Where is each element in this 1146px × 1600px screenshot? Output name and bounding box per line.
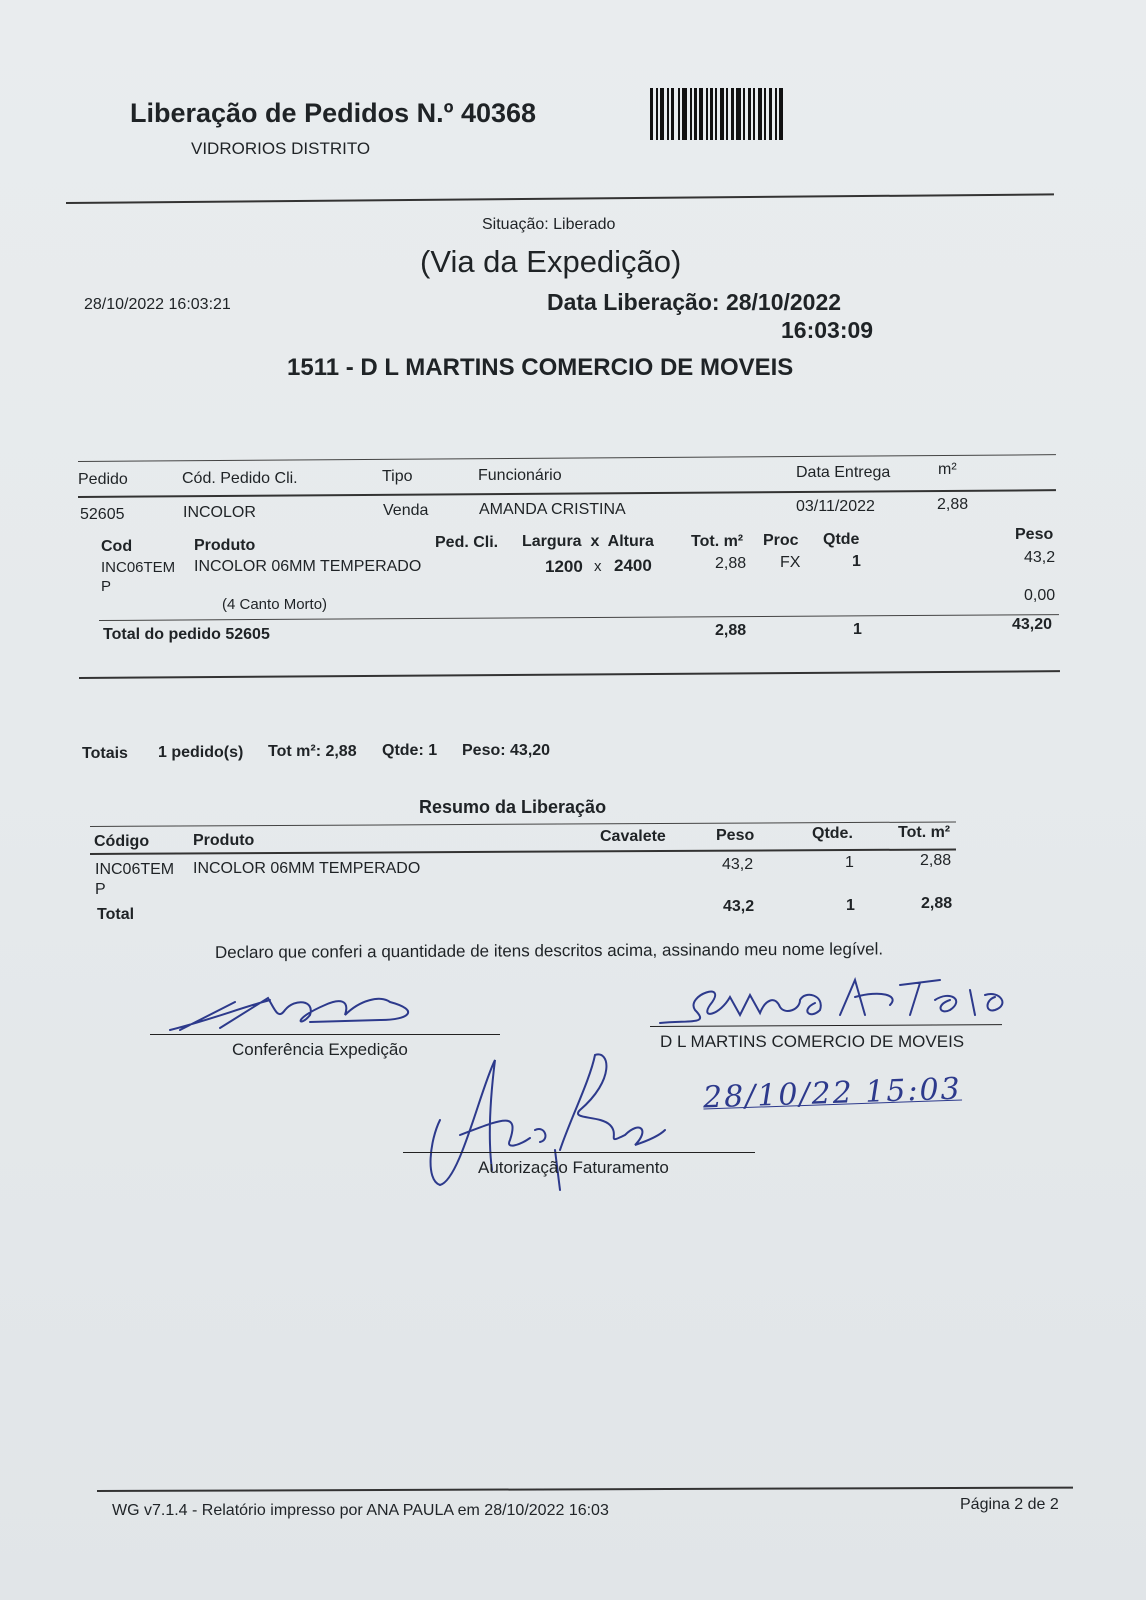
item-col-tot-m2: Tot. m² (691, 533, 744, 550)
handwritten-date: 28/10/22 15:03 (702, 1071, 963, 1116)
resumo-col-qtde: Qtde. (812, 825, 853, 842)
data-liberacao: Data Liberação: 28/10/2022 (547, 289, 842, 315)
cliente-label: D L MARTINS COMERCIO DE MOVEIS (660, 1032, 965, 1051)
item-x: x (594, 558, 602, 575)
data-liberacao-time: 16:03:09 (781, 317, 874, 343)
barcode-image (650, 88, 825, 140)
situacao-status: Situação: Liberado (482, 216, 616, 233)
footer-page: Página 2 de 2 (960, 1496, 1059, 1513)
cod-pedido-cli-value: INCOLOR (183, 504, 256, 521)
totals-pedidos: 1 pedido(s) (158, 744, 244, 761)
item-col-produto: Produto (194, 537, 256, 554)
conferencia-label: Conferência Expedição (232, 1040, 408, 1059)
item-proc: FX (780, 554, 801, 571)
funcionario-value: AMANDA CRISTINA (479, 501, 626, 518)
totals-label: Totais (82, 745, 128, 762)
autorizacao-line (403, 1152, 755, 1153)
item-col-proc: Proc (763, 532, 799, 549)
col-data-entrega: Data Entrega (796, 464, 891, 481)
print-datetime: 28/10/2022 16:03:21 (84, 296, 231, 313)
data-entrega-value: 03/11/2022 (796, 498, 875, 515)
order-total-peso: 43,20 (1012, 616, 1053, 633)
item-col-largura-altura: Largura x Altura (522, 533, 654, 550)
order-total-qtde: 1 (853, 621, 862, 638)
tipo-value: Venda (383, 502, 429, 519)
order-total-m2: 2,88 (715, 622, 747, 639)
totals-qtde: Qtde: 1 (382, 742, 438, 759)
col-pedido: Pedido (78, 471, 128, 488)
col-funcionario: Funcionário (478, 467, 562, 484)
resumo-col-cavalete: Cavalete (600, 828, 666, 845)
footer-report: WG v7.1.4 - Relatório impresso por ANA PAULA em 28/10/2022 16:03 (112, 1502, 609, 1519)
col-cod-pedido-cli: Cód. Pedido Cli. (182, 470, 298, 487)
via-label: (Via da Expedição) (420, 244, 682, 279)
company-name: VIDRORIOS DISTRITO (191, 139, 371, 158)
item-peso: 43,2 (1024, 549, 1056, 566)
declaration-text: Declaro que conferi a quantidade de itens descritos acima, assinando meu nome legível. (214, 939, 884, 962)
document-title: Liberação de Pedidos N.º 40368 (130, 98, 537, 128)
m2-value: 2,88 (937, 496, 969, 513)
order-bottom-rule (79, 670, 1060, 679)
conferencia-signature (150, 990, 450, 1040)
footer-rule (97, 1487, 1073, 1492)
item-largura: 1200 (545, 557, 583, 576)
autorizacao-label: Autorização Faturamento (478, 1158, 669, 1177)
item-qtde: 1 (852, 553, 861, 570)
col-m2: m² (938, 461, 957, 478)
order-table-top-rule (78, 454, 1056, 462)
resumo-total-label: Total (97, 906, 135, 923)
item-altura: 2400 (614, 556, 652, 575)
resumo-produto: INCOLOR 06MM TEMPERADO (193, 860, 421, 877)
customer-name: 1511 - D L MARTINS COMERCIO DE MOVEIS (287, 354, 794, 381)
resumo-col-tot-m2: Tot. m² (898, 824, 951, 841)
order-total-rule (99, 614, 1059, 621)
item-note-peso: 0,00 (1024, 587, 1056, 604)
item-tot-m2: 2,88 (715, 555, 747, 572)
header-divider (66, 193, 1054, 204)
item-col-peso: Peso (1015, 526, 1054, 543)
totals-peso: Peso: 43,20 (462, 742, 551, 759)
item-note: (4 Canto Morto) (222, 596, 328, 613)
resumo-col-peso: Peso (716, 827, 755, 844)
order-header-rule (78, 489, 1056, 498)
item-produto: INCOLOR 06MM TEMPERADO (194, 558, 422, 575)
resumo-codigo-line1: INC06TEM (95, 861, 175, 878)
totals-m2: Tot m²: 2,88 (268, 743, 357, 760)
resumo-qtde: 1 (845, 854, 854, 871)
conferencia-line (150, 1034, 500, 1035)
resumo-col-codigo: Código (94, 833, 150, 850)
resumo-peso: 43,2 (722, 856, 754, 873)
item-col-cod: Cod (101, 538, 133, 555)
resumo-total-tot-m2: 2,88 (921, 895, 953, 912)
item-cod-line1: INC06TEM (101, 559, 176, 576)
resumo-title: Resumo da Liberação (419, 797, 607, 817)
resumo-col-produto: Produto (193, 832, 255, 849)
item-col-qtde: Qtde (823, 531, 860, 548)
item-cod-line2: P (101, 578, 112, 595)
resumo-total-peso: 43,2 (723, 898, 755, 915)
resumo-tot-m2: 2,88 (920, 852, 952, 869)
item-col-ped-cli: Ped. Cli. (435, 534, 499, 551)
resumo-codigo-line2: P (95, 881, 106, 898)
pedido-value: 52605 (80, 506, 125, 523)
col-tipo: Tipo (382, 468, 413, 485)
order-total-label: Total do pedido 52605 (103, 626, 270, 643)
resumo-total-qtde: 1 (846, 897, 855, 914)
